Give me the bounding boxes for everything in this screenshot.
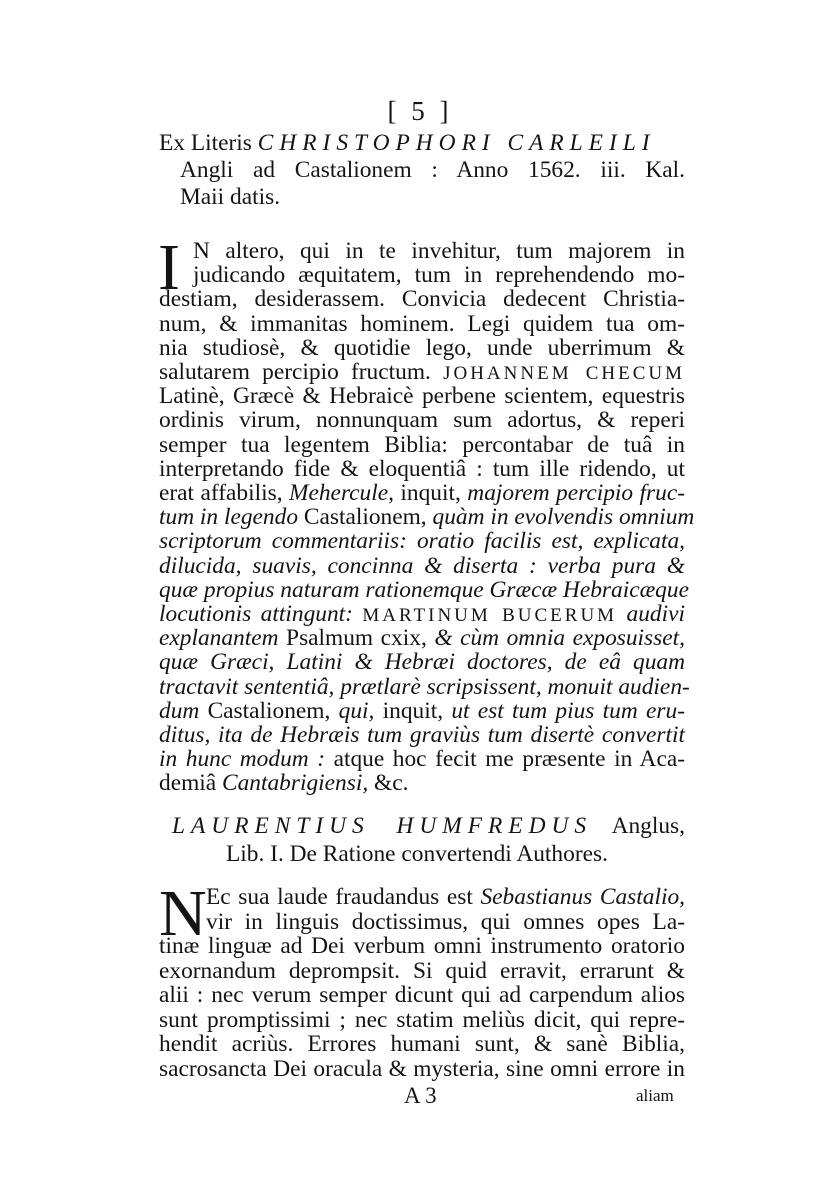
text-segment: tum in legendo <box>159 504 299 531</box>
text-line <box>159 311 685 338</box>
text-line <box>159 746 685 773</box>
text-segment: dum <box>159 697 200 724</box>
text-segment: & cùm omnia exposuisset, <box>434 625 685 652</box>
text-segment: ut est tum pius tum eru- <box>451 697 685 724</box>
section1-heading-line3: Maii datis. <box>180 184 281 210</box>
heading-prefix: Ex Literis <box>159 130 252 156</box>
text-segment: quàm in evolvendis omnium <box>432 504 695 531</box>
text-line <box>159 649 685 676</box>
text-segment: vir in linguis doctissimus, qui omnes opes La- <box>206 908 685 935</box>
text-segment: Latinè, Græcè & Hebraicè perbene scientem, equestris <box>159 383 685 410</box>
text-segment: nia studiosè, & quotidie lego, unde uberrimum & <box>159 334 685 361</box>
text-segment: ordinis virum, nonnunquam sum adortus, & reperi <box>159 407 685 434</box>
signature-mark: A 3 <box>404 1083 437 1108</box>
text-segment: inquit, <box>374 697 452 724</box>
text-line <box>159 504 695 531</box>
text-segment: in hunc modum : <box>159 746 326 773</box>
text-segment: Psalmum cxix, <box>278 625 435 652</box>
text-segment: salutarem percipio fructum. <box>159 359 444 385</box>
text-segment: qui, <box>338 697 375 724</box>
text-line <box>193 262 685 289</box>
text-segment: demiâ <box>159 770 222 797</box>
text-segment: inquit, <box>393 480 468 506</box>
text-line <box>159 1007 685 1034</box>
text-line <box>159 770 685 797</box>
text-line <box>206 884 685 911</box>
text-segment: MARTINUM BUCERUM <box>362 605 618 626</box>
text-segment: &c. <box>368 770 409 797</box>
drop-cap-i: I <box>158 231 180 304</box>
text-segment: JOHANNEM CHECUM <box>443 363 685 384</box>
text-segment: exornandum deprompsit. Si quid erravit, errarunt & <box>159 957 685 984</box>
text-segment: interpretando fide & eloquentiâ : tum ille ridendo, ut <box>159 455 685 482</box>
nationality: Anglus, <box>611 813 685 839</box>
text-line <box>159 335 685 362</box>
section1-heading-line1 <box>159 130 685 157</box>
text-line <box>193 238 685 265</box>
text-segment: Mehercule, <box>289 480 394 506</box>
text-segment: Castalionem, <box>199 697 339 724</box>
text-segment: Ec sua laude fraudandus est <box>206 884 481 910</box>
text-segment: dilucida, suavis, concinna & diserta : verba pura & <box>159 552 685 579</box>
text-segment: hendit acriùs. Errores humani sunt, & sanè Biblia, <box>159 1031 685 1057</box>
text-segment: Cantabrigiensi, <box>222 770 369 797</box>
catchword: aliam <box>636 1086 674 1105</box>
text-segment: alii : nec verum semper dicunt qui ad carpendum alios <box>159 982 685 1008</box>
text-line <box>159 407 685 434</box>
text-line <box>159 982 685 1009</box>
text-segment: quæ propius naturam rationemque Græcæ Hebraicæque <box>159 576 689 603</box>
text-line <box>159 576 689 604</box>
section2-heading-line2: Lib. I. De Ratione convertendi Authores. <box>226 841 608 867</box>
text-line <box>159 1031 685 1058</box>
text-segment: majorem percipio fruc- <box>467 480 686 506</box>
author-name: CHRISTOPHORI CARLEILI <box>257 130 656 156</box>
text-segment: destiam, desiderassem. Convicia dedecent Christia- <box>159 286 685 313</box>
text-line <box>159 286 685 313</box>
drop-cap-n: N <box>159 877 207 950</box>
section1-heading-line2: Angli ad Castalionem : Anno 1562. iii. Kal. <box>180 157 685 183</box>
text-segment: tinæ linguæ ad Dei verbum omni instrumento oratorio <box>159 933 685 959</box>
text-segment: sunt promptissimi ; nec statim meliùs dicit, qui repre- <box>159 1006 685 1033</box>
text-segment: N altero, qui in te invehitur, tum majorem in <box>193 238 685 264</box>
text-line <box>159 528 685 555</box>
text-line <box>206 909 685 936</box>
text-segment: Sebastianus Castalio, <box>480 884 685 910</box>
text-segment: Castalionem, <box>298 504 433 531</box>
text-line <box>159 480 685 507</box>
text-segment: semper tua legentem Biblia: percontabar de tuâ in <box>159 431 685 458</box>
text-line <box>159 698 685 725</box>
text-line <box>159 1056 685 1083</box>
text-segment: atque hoc fecit me præsente in Aca- <box>325 746 685 773</box>
text-segment: judicando æquitatem, tum in reprehendendo mo- <box>193 262 685 289</box>
text-segment: explanantem <box>159 625 279 652</box>
text-line <box>159 933 685 960</box>
text-line <box>159 958 685 985</box>
text-segment: ditus, ita de Hebræis tum graviùs tum disertè convertit <box>159 722 685 748</box>
page-number: [ 5 ] <box>387 96 453 126</box>
text-line <box>159 383 685 410</box>
text-segment <box>617 601 626 627</box>
text-line <box>159 553 685 580</box>
text-segment: tractavit sententiâ, prætlarè scripsissent, monuit audien- <box>159 673 690 700</box>
text-segment: locutionis attingunt: <box>159 601 353 627</box>
text-line <box>159 673 690 701</box>
text-segment: sacrosancta Dei oracula & mysteria, sine omni errore in <box>159 1055 685 1082</box>
text-segment: audivi <box>626 601 685 627</box>
text-segment: num, & immanitas hominem. Legi quidem tua om- <box>159 310 685 337</box>
section2-heading-line1 <box>172 813 685 840</box>
text-segment: quæ Græci, Latini & Hebræi doctores, de eâ quam <box>159 649 685 676</box>
text-line <box>159 432 685 459</box>
text-segment <box>353 601 362 627</box>
author-name-2: LAURENTIUS HUMFREDUS <box>172 813 593 839</box>
text-line <box>159 625 685 652</box>
text-line <box>159 456 685 483</box>
text-segment: scriptorum commentariis: oratio facilis est, explicata, <box>159 528 685 555</box>
text-line <box>159 722 685 749</box>
text-segment: erat affabilis, <box>159 480 289 506</box>
